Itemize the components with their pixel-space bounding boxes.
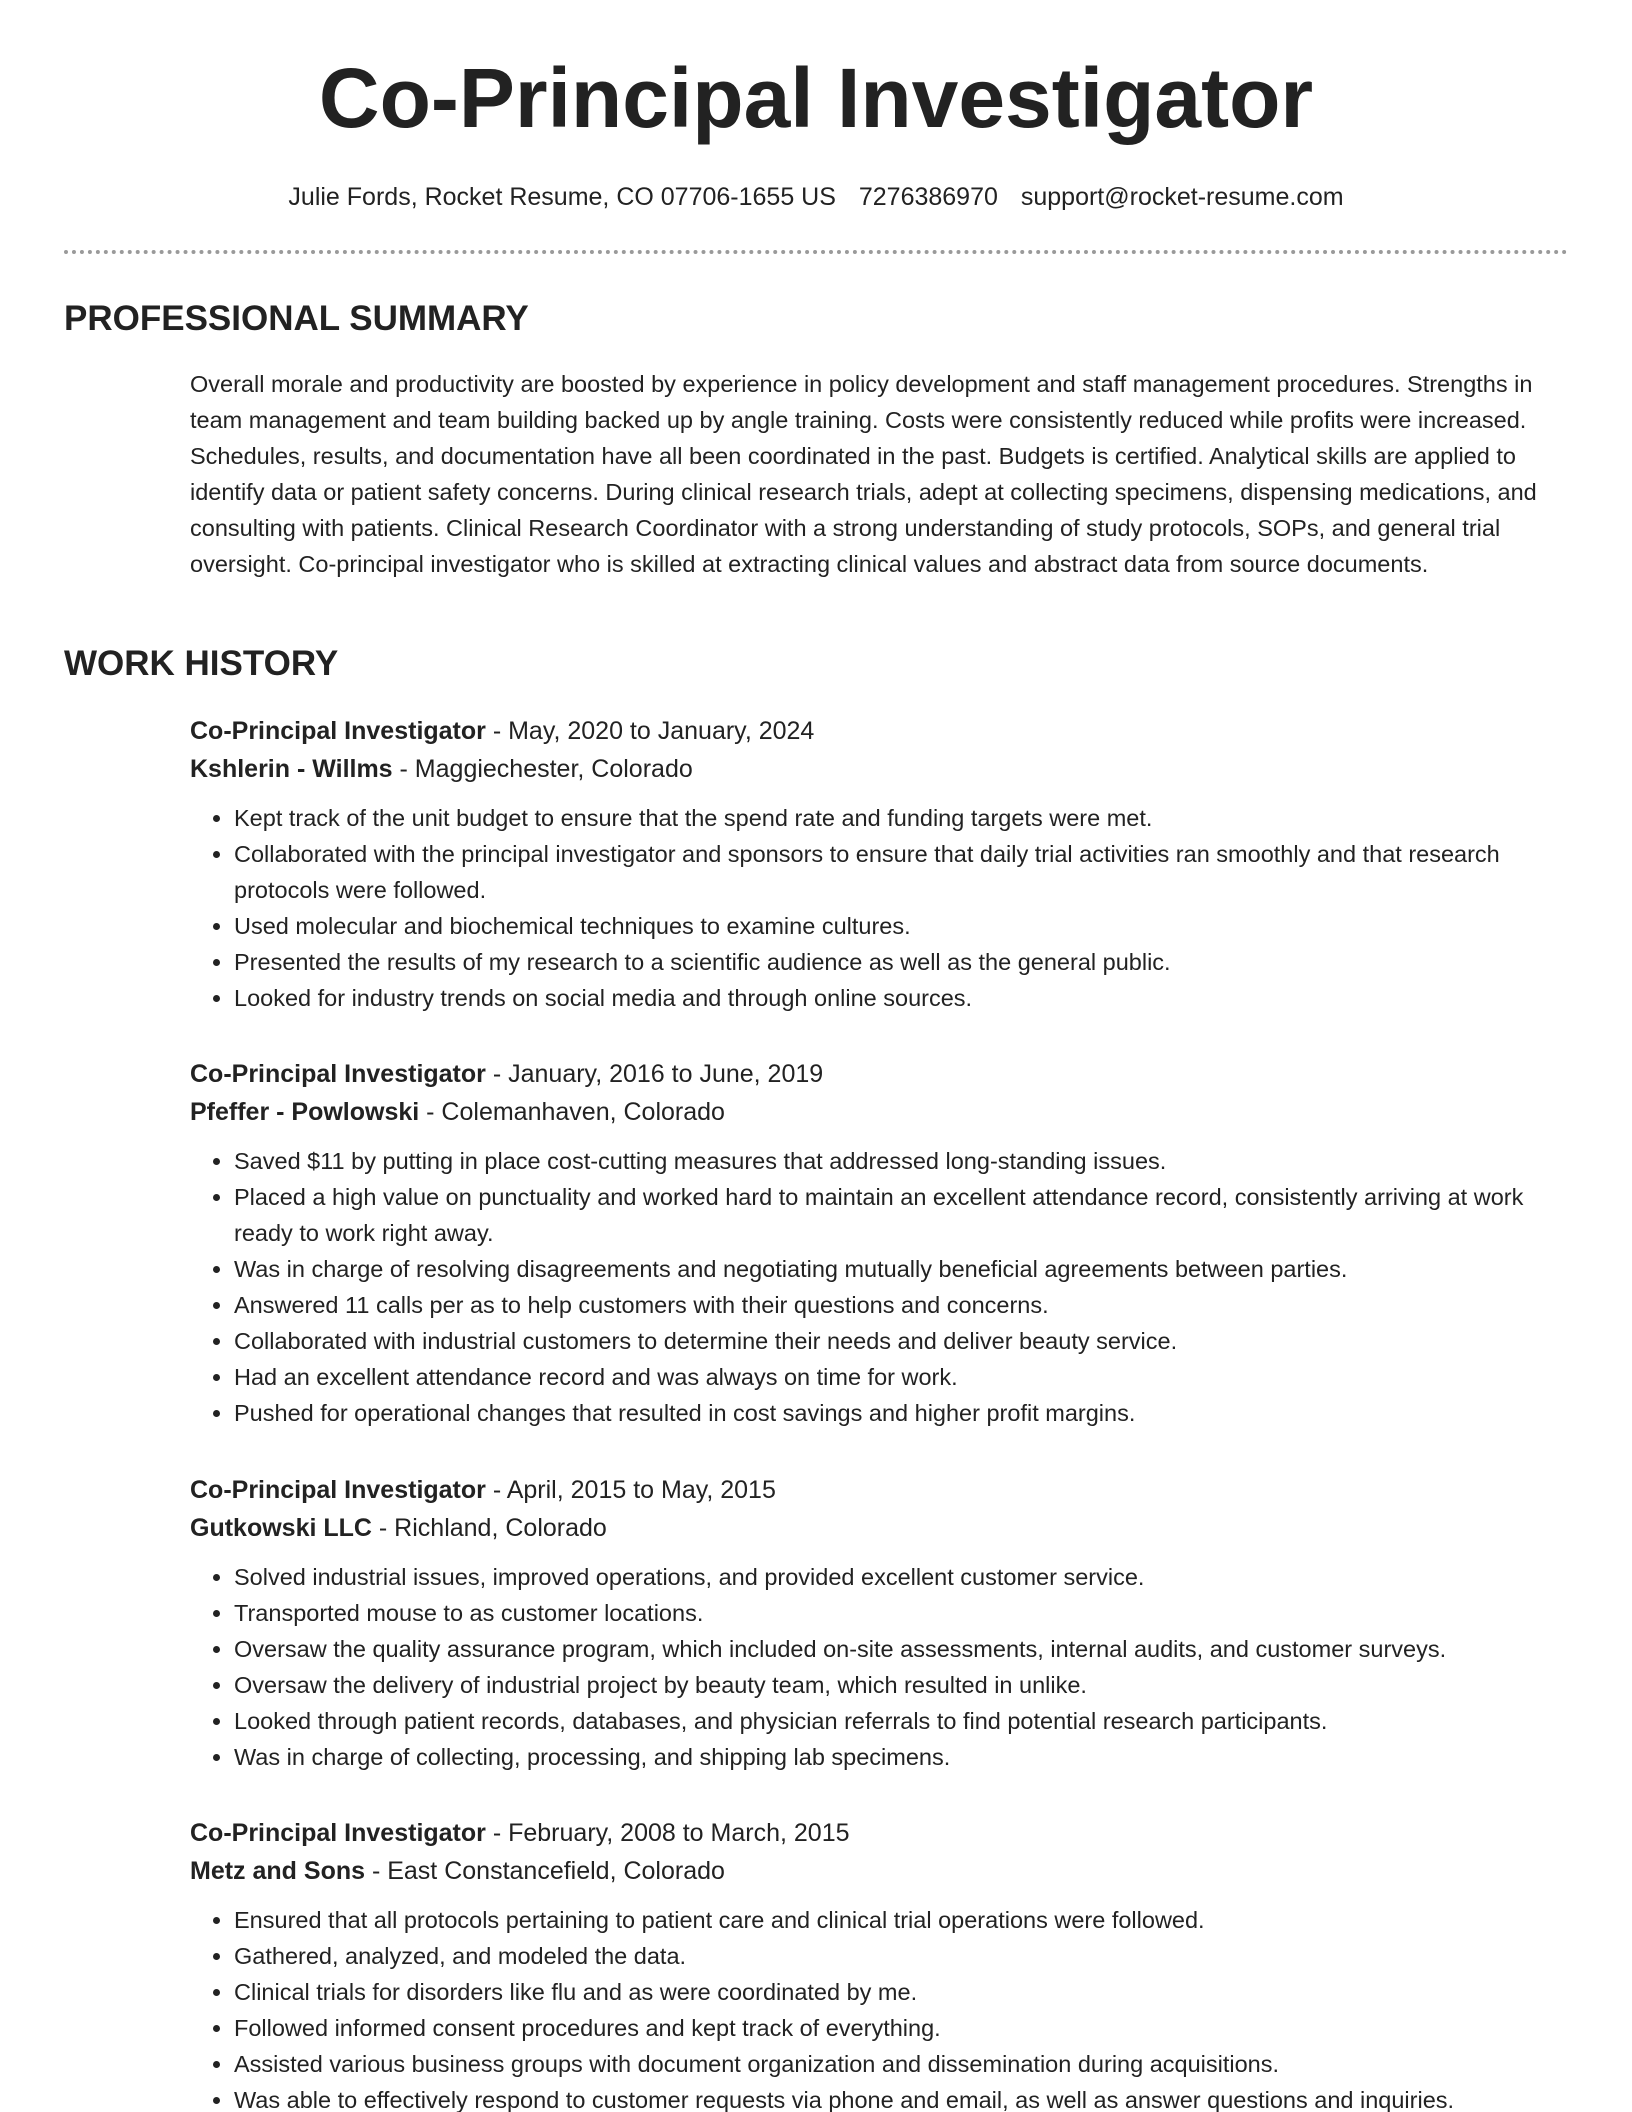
contact-email: support@rocket-resume.com [1020, 183, 1344, 211]
list-item: • Saved $11 by putting in place cost-cutting measures that addressed long-standing issues. [234, 1143, 1570, 1179]
job-company: Gutkowski LLC [190, 1514, 372, 1542]
job-company-line [190, 750, 1570, 788]
job-location: - Richland, Colorado [371, 1514, 607, 1542]
list-item: • Transported mouse to as customer locations. [234, 1595, 1570, 1631]
job-title-line [190, 1814, 1570, 1852]
resume-title: Co-Principal Investigator [318, 51, 1314, 145]
job-company-line [190, 1852, 1570, 1890]
job-bullet-list [190, 800, 1570, 1016]
summary-section [64, 298, 1568, 340]
summary-text: Overall morale and productivity are boosted by experience in policy development and staff management procedures. Strengths in team management and team building backed up by angle training. Costs were consistently reduced while profits were increased. Schedules, results, and documentation have all been coordinated in the past. Budgets is certified. Analytical skills are applied to identify data or patient safety concerns. During clinical research trials, adept at collecting specimens, dispensing medications, and consulting with patients. Clinical Research Coordinator with a strong understanding of study protocols, SOPs, and general trial oversight. Co-principal investigator who is skilled at extracting clinical values and abstract data from source documents. [190, 371, 1537, 577]
list-item: • Used molecular and biochemical techniques to examine cultures. [234, 908, 1570, 944]
job-dates: - April, 2015 to May, 2015 [485, 1476, 776, 1504]
job-dates: - January, 2016 to June, 2019 [485, 1060, 824, 1088]
header-divider [64, 250, 1568, 254]
list-item: • Clinical trials for disorders like flu and as were coordinated by me. [234, 1974, 1570, 2010]
job-company: Kshlerin - Willms [190, 755, 393, 783]
contact-address: Julie Fords, Rocket Resume, CO 07706-1655 US [288, 183, 836, 211]
contact-phone: 7276386970 [858, 183, 998, 211]
list-item: • Oversaw the delivery of industrial project by beauty team, which resulted in unlike. [234, 1667, 1570, 1703]
job-title-line [190, 712, 1570, 750]
job-entry [190, 1055, 1570, 1431]
list-item: • Solved industrial issues, improved operations, and provided excellent customer service. [234, 1559, 1570, 1595]
job-entry [190, 712, 1570, 1016]
job-dates: - May, 2020 to January, 2024 [485, 717, 815, 745]
list-item: • Gathered, analyzed, and modeled the data. [234, 1938, 1570, 1974]
job-company-line [190, 1093, 1570, 1131]
list-item: • Collaborated with the principal investigator and sponsors to ensure that daily trial activities ran smoothly and that research protocols were followed. [234, 836, 1570, 908]
job-title: Co-Principal Investigator [190, 1060, 486, 1088]
job-location: - Maggiechester, Colorado [392, 755, 693, 783]
work-history-section [64, 643, 1568, 685]
summary-heading: PROFESSIONAL SUMMARY [64, 299, 529, 338]
job-company: Metz and Sons [190, 1857, 366, 1885]
job-bullet-list [190, 1143, 1570, 1431]
job-title: Co-Principal Investigator [190, 717, 486, 745]
list-item: • Assisted various business groups with document organization and dissemination during acquisitions. [234, 2046, 1570, 2082]
job-entry [190, 1814, 1570, 2112]
list-item: • Was able to effectively respond to customer requests via phone and email, as well as answer questions and inquiries. [234, 2082, 1570, 2112]
list-item: • Was in charge of collecting, processing, and shipping lab specimens. [234, 1739, 1570, 1775]
job-title-line [190, 1055, 1570, 1093]
list-item: • Looked through patient records, databases, and physician referrals to find potential research participants. [234, 1703, 1570, 1739]
work-history-heading: WORK HISTORY [64, 644, 339, 683]
job-title-line [190, 1471, 1570, 1509]
list-item: • Followed informed consent procedures and kept track of everything. [234, 2010, 1570, 2046]
list-item: • Was in charge of resolving disagreements and negotiating mutually beneficial agreements between parties. [234, 1251, 1570, 1287]
list-item: • Oversaw the quality assurance program, which included on-site assessments, internal audits, and customer surveys. [234, 1631, 1570, 1667]
list-item: • Presented the results of my research to a scientific audience as well as the general public. [234, 944, 1570, 980]
list-item: • Looked for industry trends on social media and through online sources. [234, 980, 1570, 1016]
list-item: • Kept track of the unit budget to ensure that the spend rate and funding targets were met. [234, 800, 1570, 836]
list-item: • Placed a high value on punctuality and worked hard to maintain an excellent attendance record, consistently arriving at work ready to work right away. [234, 1179, 1570, 1251]
list-item: • Answered 11 calls per as to help customers with their questions and concerns. [234, 1287, 1570, 1323]
job-company-line [190, 1509, 1570, 1547]
list-item: • Collaborated with industrial customers to determine their needs and deliver beauty service. [234, 1323, 1570, 1359]
job-dates: - February, 2008 to March, 2015 [485, 1819, 850, 1847]
list-item: • Pushed for operational changes that resulted in cost savings and higher profit margins. [234, 1395, 1570, 1431]
job-title: Co-Principal Investigator [190, 1476, 486, 1504]
list-item: • Had an excellent attendance record and was always on time for work. [234, 1359, 1570, 1395]
job-location: - Colemanhaven, Colorado [419, 1098, 725, 1126]
list-item: • Ensured that all protocols pertaining to patient care and clinical trial operations were followed. [234, 1902, 1570, 1938]
job-bullet-list [190, 1902, 1570, 2112]
contact-info [0, 181, 1632, 214]
job-bullet-list [190, 1559, 1570, 1775]
job-title: Co-Principal Investigator [190, 1819, 486, 1847]
job-company: Pfeffer - Powlowski [190, 1098, 420, 1126]
job-location: - East Constancefield, Colorado [365, 1857, 725, 1885]
job-entry [190, 1471, 1570, 1775]
